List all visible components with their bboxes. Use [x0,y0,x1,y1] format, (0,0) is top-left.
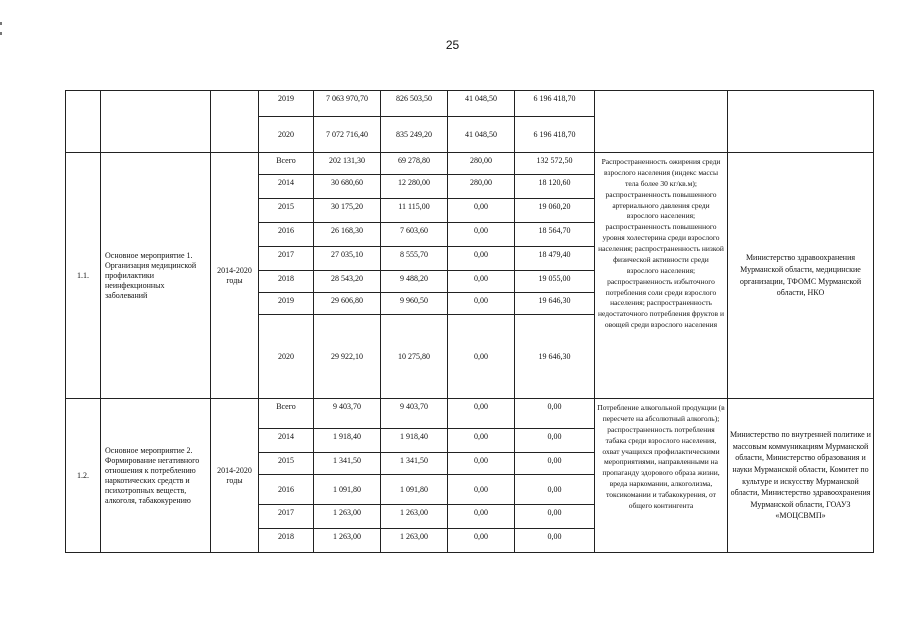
year-cell: 2020 [259,117,314,153]
title-cell [101,91,211,153]
value-cell: 0,00 [515,453,595,475]
year-cell: 2019 [259,91,314,117]
value-cell: 7 603,60 [381,223,448,247]
code-cell: 1.1. [66,153,101,399]
executor-cell: Министерство здравоохранения Мурманской области, медицинские организации, ТФОМС Мурманской области, НКО [728,153,874,399]
total-cell: 1 091,80 [314,475,381,505]
value-cell: 0,00 [515,475,595,505]
value-cell: 0,00 [448,293,515,315]
year-cell: Всего [259,399,314,429]
value-cell: 69 278,80 [381,153,448,175]
value-cell: 18 564,70 [515,223,595,247]
value-cell: 280,00 [448,153,515,175]
value-cell: 0,00 [448,429,515,453]
total-cell: 29 606,80 [314,293,381,315]
value-cell: 0,00 [515,429,595,453]
value-cell: 8 555,70 [381,247,448,271]
value-cell: 1 263,00 [381,505,448,529]
value-cell: 19 060,20 [515,199,595,223]
year-cell: 2014 [259,175,314,199]
year-cell: Всего [259,153,314,175]
value-cell: 0,00 [448,399,515,429]
value-cell: 9 960,50 [381,293,448,315]
year-cell: 2015 [259,453,314,475]
value-cell: 0,00 [448,199,515,223]
value-cell: 0,00 [515,505,595,529]
period-cell: 2014-2020 годы [211,153,259,399]
total-cell: 27 035,10 [314,247,381,271]
value-cell: 132 572,50 [515,153,595,175]
page-number: 25 [445,38,460,52]
code-cell: 1.2. [66,399,101,553]
table-row [66,91,874,117]
code-cell [66,91,101,153]
total-cell: 7 072 716,40 [314,117,381,153]
value-cell: 0,00 [448,223,515,247]
total-cell: 9 403,70 [314,399,381,429]
value-cell: 1 341,50 [381,453,448,475]
executor-cell [728,91,874,153]
value-cell: 6 196 418,70 [515,91,595,117]
total-cell: 30 680,60 [314,175,381,199]
total-cell: 1 341,50 [314,453,381,475]
value-cell: 19 646,30 [515,315,595,399]
year-cell: 2017 [259,247,314,271]
year-cell: 2020 [259,315,314,399]
year-cell: 2018 [259,529,314,553]
year-cell: 2018 [259,271,314,293]
value-cell: 0,00 [448,475,515,505]
value-cell: 1 263,00 [381,529,448,553]
total-cell: 26 168,30 [314,223,381,247]
year-cell: 2015 [259,199,314,223]
period-cell: 2014-2020 годы [211,399,259,553]
value-cell: 18 479,40 [515,247,595,271]
value-cell: 12 280,00 [381,175,448,199]
value-cell: 826 503,50 [381,91,448,117]
table-row [66,399,874,429]
table-row [66,153,874,175]
value-cell: 1 091,80 [381,475,448,505]
total-cell: 1 263,00 [314,529,381,553]
total-cell: 1 263,00 [314,505,381,529]
year-cell: 2017 [259,505,314,529]
executor-cell: Министерство по внутренней политике и массовым коммуникациям Мурманской области, Министерство образования и науки Мурманской области, Комитет по культуре и искусству Мурманской области, Министерство здравоохранения Мурманской области, ГОАУЗ «МОЦСВМП» [728,399,874,553]
title-cell: Основное мероприятие 2. Формирование негативного отношения к потреблению наркотических средств и психотропных веществ, алкоголя, табакокурению [101,399,211,553]
value-cell: 0,00 [515,399,595,429]
value-cell: 280,00 [448,175,515,199]
value-cell: 0,00 [448,505,515,529]
value-cell: 0,00 [448,315,515,399]
indicator-cell: Распространенность ожирения среди взрослого населения (индекс массы тела более 30 кг/кв.м); распространенность повышенного артериального давления среди взрослого населения; распространенность повышенного уровня холестерина среди взрослого населения; распространенность низкой физической активности среди взрослого населения; распространенность избыточного потребления соли среди взрослого населения; распространенность недостаточного потребления фруктов и овощей среди взрослого населения [595,153,728,399]
value-cell: 835 249,20 [381,117,448,153]
value-cell: 0,00 [448,529,515,553]
value-cell: 10 275,80 [381,315,448,399]
program-table [65,90,874,553]
year-cell: 2016 [259,475,314,505]
period-cell [211,91,259,153]
value-cell: 1 918,40 [381,429,448,453]
total-cell: 1 918,40 [314,429,381,453]
year-cell: 2019 [259,293,314,315]
value-cell: 0,00 [448,247,515,271]
value-cell: 11 115,00 [381,199,448,223]
total-cell: 29 922,10 [314,315,381,399]
title-cell: Основное мероприятие 1. Организация медицинской профилактики неинфекционных заболеваний [101,153,211,399]
indicator-cell [595,91,728,153]
value-cell: 9 488,20 [381,271,448,293]
value-cell: 19 055,00 [515,271,595,293]
value-cell: 41 048,50 [448,91,515,117]
total-cell: 28 543,20 [314,271,381,293]
scan-mark [0,22,2,25]
scan-mark [0,32,2,35]
value-cell: 0,00 [515,529,595,553]
indicator-cell: Потребление алкогольной продукции (в пересчете на абсолютный алкоголь); распространенность потребления табака среди взрослого населения, охват учащихся профилактическими мероприятиями, направленными на пропаганду здорового образа жизни, вреда наркомании, алкоголизма, токсикомании и табакокурения, от общего контингента [595,399,728,553]
year-cell: 2016 [259,223,314,247]
year-cell: 2014 [259,429,314,453]
total-cell: 202 131,30 [314,153,381,175]
value-cell: 9 403,70 [381,399,448,429]
value-cell: 0,00 [448,453,515,475]
value-cell: 19 646,30 [515,293,595,315]
value-cell: 18 120,60 [515,175,595,199]
value-cell: 6 196 418,70 [515,117,595,153]
value-cell: 0,00 [448,271,515,293]
total-cell: 30 175,20 [314,199,381,223]
total-cell: 7 063 970,70 [314,91,381,117]
value-cell: 41 048,50 [448,117,515,153]
